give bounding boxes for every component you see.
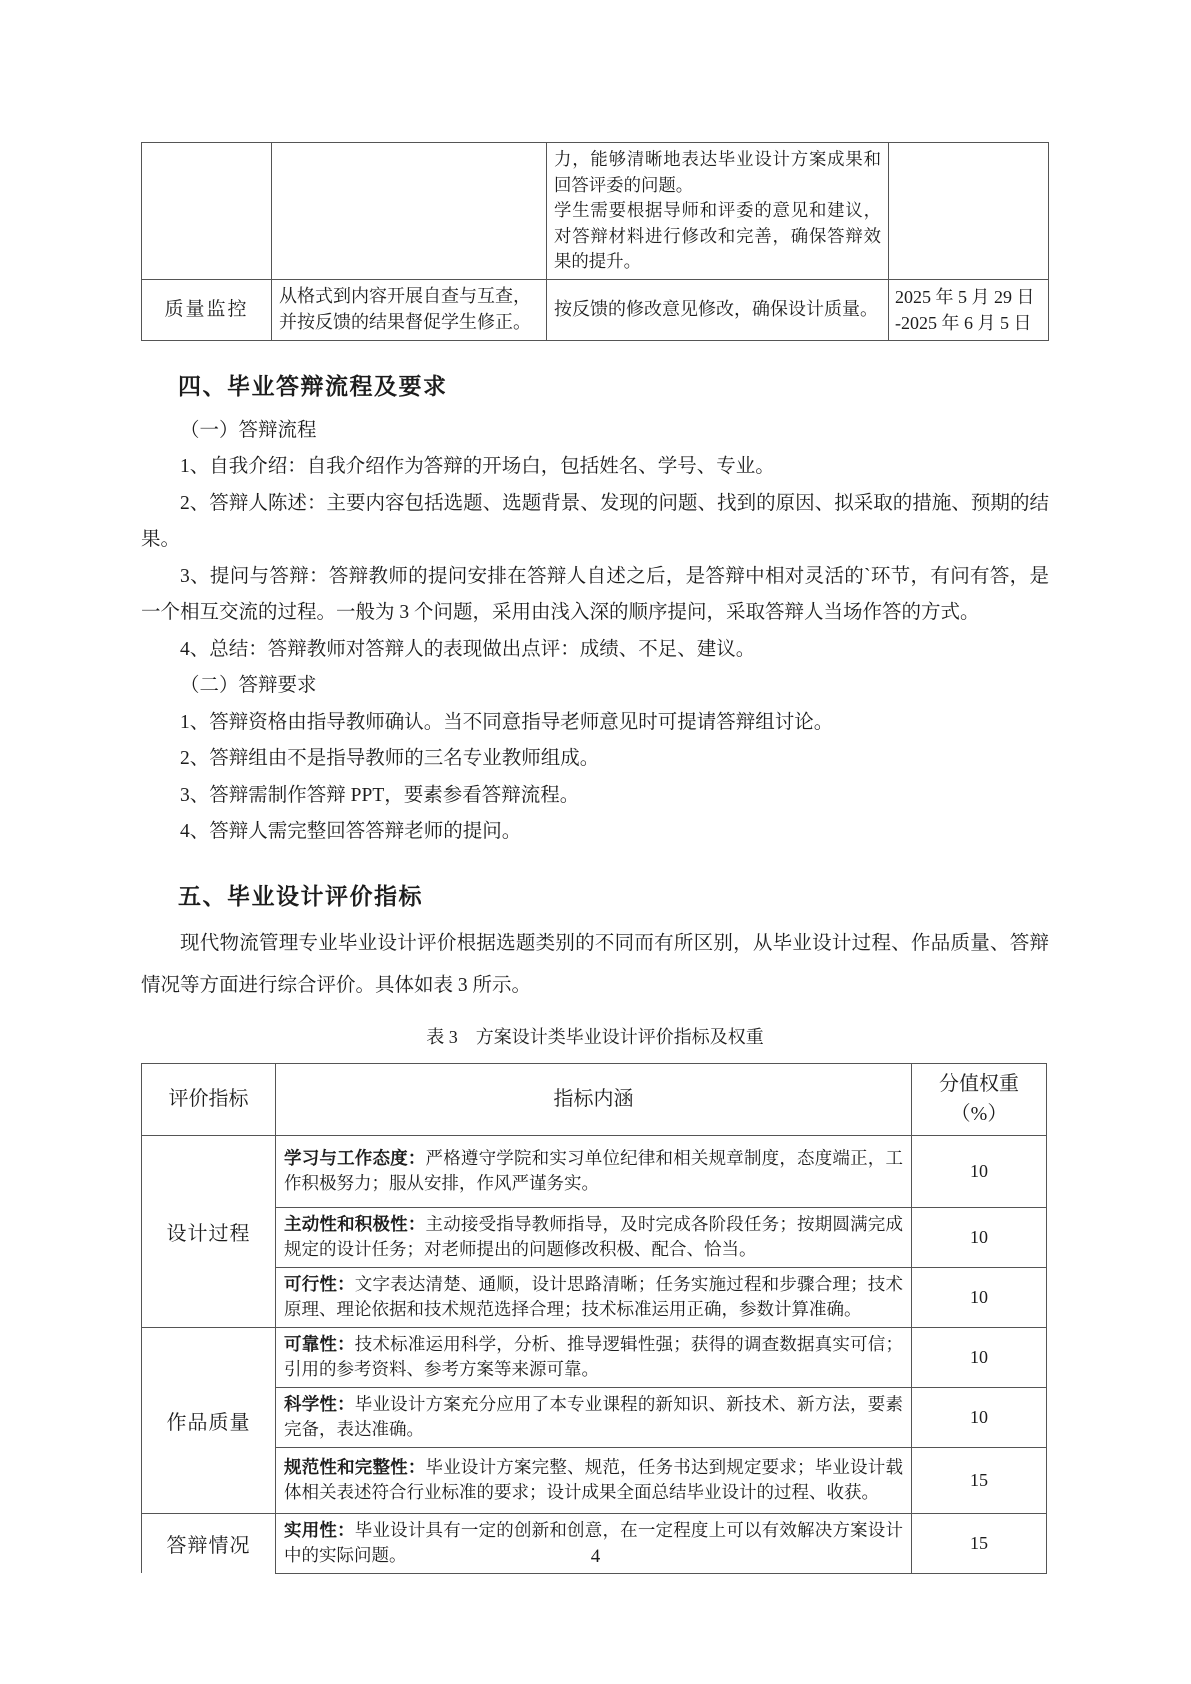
indicator-text: 严格遵守学院和实习单位纪律和相关规章制度，态度端正，工作积极努力；服从安排，作风严谨务实。 [284,1147,903,1193]
table-row [142,1135,1047,1207]
dates-cell: 2025 年 5 月 29 日 -2025 年 6 月 5 日 [889,279,1049,340]
table-header-row [142,1063,1047,1135]
table-row [142,279,1049,340]
category-cell: 设计过程 [142,1135,276,1327]
stage-cell: 质量监控 [142,279,272,340]
indicator-cell [276,1387,912,1447]
paragraph: 2、答辩人陈述：主要内容包括选题、选题背景、发现的问题、找到的原因、拟采取的措施、预期的结果。 [141,492,1049,550]
table-3-caption: 表 3 方案设计类毕业设计评价指标及权重 [426,1026,764,1047]
indicator-cell [276,1267,912,1327]
weight-cell: 10 [912,1267,1047,1327]
defense-requirement-cell: 力，能够清晰地表达毕业设计方案成果和回答评委的问题。 学生需要根据导师和评委的意见和建议，对答辩材料进行修改和完善，确保答辩效果的提升。 [547,143,889,280]
indicator-label: 科学性： [284,1393,355,1414]
table-row [142,1447,1047,1513]
indicator-label: 实用性： [284,1519,355,1540]
indicator-text: 技术标准运用科学，分析、推导逻辑性强；获得的调查数据真实可信；引用的参考资料、参考方案等来源可靠。 [284,1333,903,1379]
indicator-cell [276,1135,912,1207]
weight-cell: 10 [912,1387,1047,1447]
paragraph: 3、提问与答辩：答辩教师的提问安排在答辩人自述之后，是答辩中相对灵活的`环节，有问有答，是一个相互交流的过程。一般为 3 个问题，采用由浅入深的顺序提问，采取答辩人当场作答的方式。 [141,565,1049,623]
header-indicator: 评价指标 [142,1063,276,1135]
paragraph: （二）答辩要求 [180,675,317,696]
paragraph: 3、答辩需制作答辩 PPT，要素参看答辩流程。 [180,784,580,806]
student-task-cell: 按反馈的修改意见修改，确保设计质量。 [547,279,889,340]
page-number: 4 [590,1546,601,1567]
indicator-text: 毕业设计方案完整、规范，任务书达到规定要求；毕业设计载体相关表述符合行业标准的要求；设计成果全面总结毕业设计的过程、收获。 [284,1456,903,1502]
paragraph: 2、答辩组由不是指导教师的三名专业教师组成。 [180,748,600,769]
schedule-table-continuation [141,142,1049,341]
dates-cell-empty [889,143,1049,280]
page-content [141,142,1049,1574]
weight-cell: 10 [912,1207,1047,1267]
indicator-label: 可行性： [284,1273,355,1294]
indicator-label: 规范性和完整性： [284,1456,426,1477]
weight-cell: 10 [912,1135,1047,1207]
indicator-label: 主动性和积极性： [284,1213,426,1234]
table-row [142,1387,1047,1447]
indicator-cell [276,1327,912,1387]
section-4-heading: 四、毕业答辩流程及要求 [178,372,448,399]
teacher-task-cell-empty [272,143,547,280]
evaluation-table [141,1063,1047,1574]
indicator-label: 可靠性： [284,1333,355,1354]
header-weight: 分值权重 （%） [912,1063,1047,1135]
indicator-cell [276,1447,912,1513]
indicator-text: 毕业设计方案充分应用了本专业课程的新知识、新技术、新方法，要素完备，表达准确。 [284,1393,903,1439]
indicator-text: 主动接受指导教师指导，及时完成各阶段任务；按期圆满完成规定的设计任务；对老师提出的问题修改积极、配合、恰当。 [284,1213,903,1259]
weight-cell: 15 [912,1513,1047,1573]
indicator-text: 毕业设计具有一定的创新和创意，在一定程度上可以有效解决方案设计中的实际问题。 [284,1519,903,1565]
intro-paragraph: 现代物流管理专业毕业设计评价根据选题类别的不同而有所区别，从毕业设计过程、作品质量、答辩情况等方面进行综合评价。具体如表 3 所示。 [141,932,1049,996]
category-cell: 答辩情况 [142,1513,276,1573]
indicator-label: 学习与工作态度： [284,1147,426,1168]
paragraph: 1、自我介绍：自我介绍作为答辩的开场白，包括姓名、学号、专业。 [180,456,775,477]
header-content: 指标内涵 [276,1063,912,1135]
paragraph: （一）答辩流程 [180,419,317,441]
paragraph: 4、答辩人需完整回答答辩老师的提问。 [180,821,522,842]
teacher-task-cell: 从格式到内容开展自查与互查，并按反馈的结果督促学生修正。 [272,279,547,340]
table-row [142,1327,1047,1387]
table-row [142,143,1049,280]
section-5-heading: 五、毕业设计评价指标 [178,882,423,909]
paragraph: 4、总结：答辩教师对答辩人的表现做出点评：成绩、不足、建议。 [180,638,756,660]
category-cell: 作品质量 [142,1327,276,1513]
table-row [142,1207,1047,1267]
weight-cell: 10 [912,1327,1047,1387]
indicator-cell [276,1207,912,1267]
stage-cell-empty [142,143,272,280]
weight-cell: 15 [912,1447,1047,1513]
table-row [142,1267,1047,1327]
indicator-text: 文字表达清楚、通顺，设计思路清晰；任务实施过程和步骤合理；技术原理、理论依据和技术规范选择合理；技术标准运用正确，参数计算准确。 [284,1273,903,1319]
paragraph: 1、答辩资格由指导教师确认。当不同意指导老师意见时可提请答辩组讨论。 [180,711,834,733]
